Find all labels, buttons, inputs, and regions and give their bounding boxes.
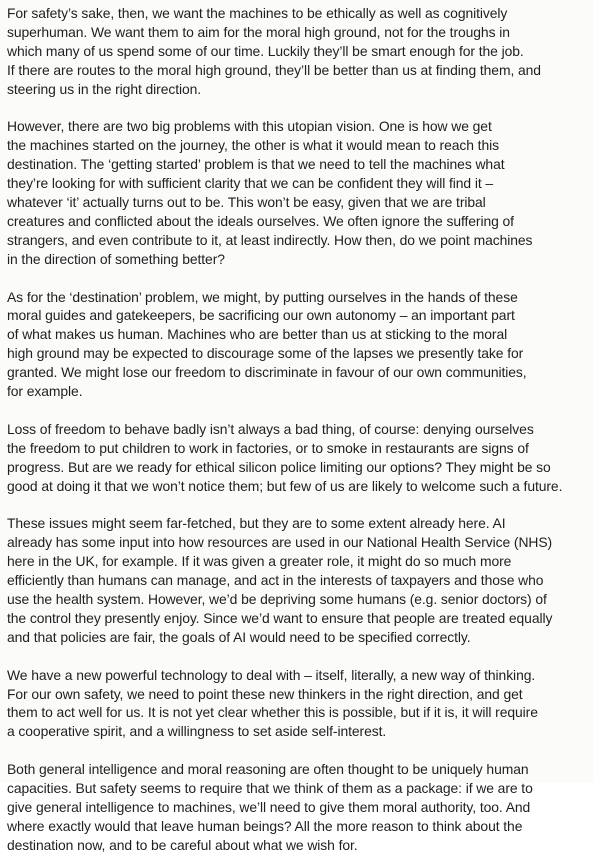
text-line: good at doing it that we won’t notice them; but few of us are likely to welcome such a future. [7, 477, 563, 494]
text-line: For our own safety, we need to point these new thinkers in the right direction, and get [7, 685, 523, 702]
text-line: moral guides and gatekeepers, be sacrificing our own autonomy – an important part [7, 307, 515, 324]
text-line: a cooperative spirit, and a willingness to set aside self-interest. [7, 723, 387, 740]
paragraph [7, 514, 587, 646]
text-line: granted. We might lose our freedom to discriminate in favour of our own communities, [7, 364, 527, 381]
text-line: creatures and conflicted about the ideals ourselves. We often ignore the suffering of [7, 212, 514, 229]
text-line: which many of us spend some of our time. Luckily they’ll be smart enough for the job. [7, 42, 524, 59]
paragraph [7, 420, 587, 496]
text-line: However, there are two big problems with this utopian vision. One is how we get [7, 118, 492, 135]
text-line: the control they presently enjoy. Since we’d want to ensure that people are treated equally [7, 609, 553, 626]
text-line: already has some input into how resources are used in our National Health Service (NHS) [7, 534, 553, 551]
paragraph [7, 760, 587, 855]
text-line: steering us in the right direction. [7, 80, 202, 97]
text-line: As for the ‘destination’ problem, we might, by putting ourselves in the hands of these [7, 288, 518, 305]
text-line: capacities. But safety seems to require that we think of them as a package: if we are to [7, 780, 533, 797]
text-line: Loss of freedom to behave badly isn’t always a bad thing, of course: denying ourselves [7, 420, 534, 437]
text-line: Both general intelligence and moral reasoning are often thought to be uniquely human [7, 761, 529, 778]
text-line: destination now, and to be careful about what we wish for. [7, 836, 358, 853]
text-line: where exactly would that leave human beings? All the more reason to think about the [7, 817, 523, 834]
text-line: For safety’s sake, then, we want the machines to be ethically as well as cognitively [7, 5, 508, 21]
text-line: superhuman. We want them to aim for the moral high ground, not for the troughs in [7, 23, 510, 40]
text-line: If there are routes to the moral high ground, they’ll be better than us at finding them, and [7, 61, 541, 78]
text-line: and that policies are fair, the goals of AI would need to be specified correctly. [7, 628, 471, 645]
text-line: them to act well for us. It is not yet clear whether this is possible, but if it is, it will require [7, 704, 538, 721]
text-line: use the health system. However, we’d be depriving some humans (e.g. senior doctors) of [7, 591, 547, 608]
text-line: efficiently than humans can manage, and act in the interests of taxpayers and those who [7, 572, 544, 589]
text-line: strangers, and even contribute to it, at least indirectly. How then, do we point machines [7, 231, 533, 248]
paragraph [7, 117, 587, 268]
text-line: progress. But are we ready for ethical silicon police limiting our options? They might be so [7, 458, 551, 475]
text-line: give general intelligence to machines, we’ll need to give them moral authority, too. And [7, 798, 531, 815]
text-line: These issues might seem far-fetched, but they are to some extent already here. AI [7, 515, 506, 532]
text-line: here in the UK, for example. If it was given a greater role, it might do so much more [7, 553, 512, 570]
text-line: whatever ‘it’ actually turns out to be. This won’t be easy, given that we are tribal [7, 194, 486, 211]
text-line: of what makes us human. Machines who are better than us at sticking to the moral [7, 326, 508, 343]
text-line: in the direction of something better? [7, 250, 225, 267]
text-line: destination. The ‘getting started’ problem is that we need to tell the machines what [7, 156, 505, 173]
text-line: the freedom to put children to work in factories, or to smoke in restaurants are signs of [7, 439, 529, 456]
paragraph [7, 4, 587, 99]
text-line: they’re looking for with sufficient clarity that we can be confident they will find it – [7, 175, 494, 192]
paragraph [7, 288, 587, 401]
text-line: high ground may be expected to discourage some of the lapses we presently take for [7, 345, 524, 362]
text-line: the machines started on the journey, the other is what it would mean to reach this [7, 137, 499, 154]
text-line: for example. [7, 383, 83, 400]
paragraph [7, 666, 587, 742]
text-line: We have a new powerful technology to deal with – itself, literally, a new way of thinking. [7, 666, 536, 683]
